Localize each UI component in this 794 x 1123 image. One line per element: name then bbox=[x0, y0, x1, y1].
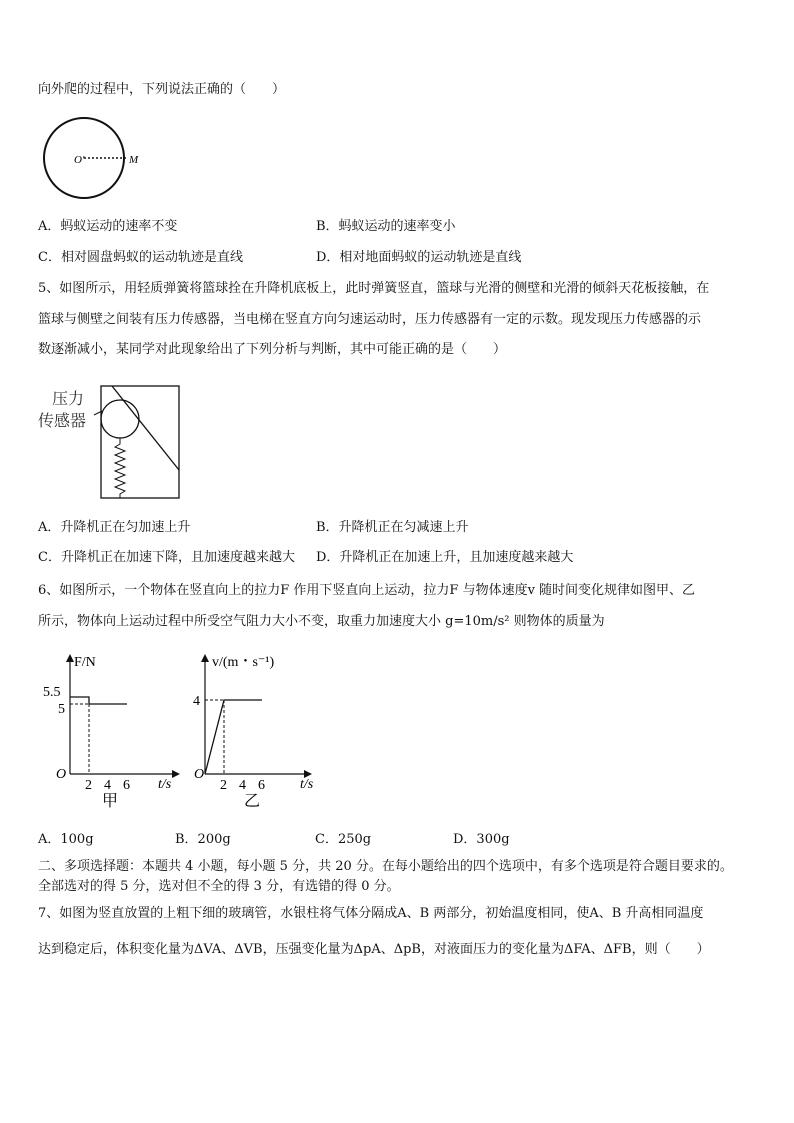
y-axis bbox=[66, 654, 74, 774]
q4-disc-figure bbox=[38, 116, 148, 206]
x-axis-label: t/s bbox=[300, 777, 314, 792]
y-axis-label: F/N bbox=[74, 655, 96, 670]
y-tick-label-5-5: 5.5 bbox=[43, 685, 61, 700]
x-axis-label: t/s bbox=[158, 777, 172, 792]
q5-stem-line-1: 5、如图所示，用轻质弹簧将篮球拴在升降机底板上，此时弹簧竖直，篮球与光滑的侧壁和光滑的倾斜天花板接触，在 bbox=[38, 281, 710, 296]
point-m-label: M bbox=[129, 154, 139, 166]
q4-stem-tail: 向外爬的过程中，下列说法正确的（ ） bbox=[38, 82, 286, 97]
q5-option-a[interactable]: A．升降机正在匀加速上升 bbox=[38, 520, 191, 535]
y-tick-label-4: 4 bbox=[193, 694, 200, 709]
chart-title: 甲 bbox=[102, 793, 119, 810]
q7-stem-line-1: 7、如图为竖直放置的上粗下细的玻璃管，水银柱将气体分隔成A、B 两部分，初始温度相同，使A、B 升高相同温度 bbox=[38, 906, 704, 921]
q5-option-d[interactable]: D．升降机正在加速上升，且加速度越来越大 bbox=[316, 550, 574, 565]
q4-option-a[interactable]: A．蚂蚁运动的速率不变 bbox=[38, 219, 178, 234]
q7-stem-line-2: 达到稳定后，体积变化量为ΔVA、ΔVB，压强变化量为ΔpA、ΔpB，对液面压力的变化量为ΔFA、ΔFB，则（ ） bbox=[38, 942, 710, 957]
y-axis-label: v/(m・s⁻¹) bbox=[212, 655, 275, 670]
q5-option-b[interactable]: B．升降机正在匀减速上升 bbox=[316, 520, 469, 535]
y-tick-label-5: 5 bbox=[58, 702, 65, 717]
q6-option-c[interactable]: C．250g bbox=[315, 832, 372, 847]
y-axis-arrow bbox=[201, 654, 209, 662]
x-tick-label-6: 6 bbox=[258, 778, 265, 793]
q6-option-b[interactable]: B．200g bbox=[175, 832, 231, 847]
q6-stem-line-1: 6、如图所示，一个物体在竖直向上的拉力F 作用下竖直向上运动，拉力F 与物体速度v 随时间变化规律如图甲、乙 bbox=[38, 583, 696, 598]
origin-label: O bbox=[194, 767, 205, 782]
sensor-label-line-1: 压力 bbox=[52, 391, 85, 408]
q4-option-c[interactable]: C．相对圆盘蚂蚁的运动轨迹是直线 bbox=[38, 250, 243, 265]
elevator-box bbox=[101, 386, 179, 498]
center-label: O′ bbox=[74, 154, 85, 166]
q5-elevator-figure bbox=[36, 384, 186, 502]
q6-option-a[interactable]: A．100g bbox=[38, 832, 94, 847]
q4-option-b[interactable]: B．蚂蚁运动的速率变小 bbox=[316, 219, 456, 234]
origin-label: O bbox=[56, 767, 67, 782]
chart-velocity-vs-time bbox=[188, 648, 338, 838]
x-tick-label-2: 2 bbox=[220, 778, 227, 793]
spring bbox=[115, 438, 125, 498]
x-tick-label-4: 4 bbox=[104, 778, 111, 793]
q5-stem-line-2: 篮球与侧壁之间装有压力传感器，当电梯在竖直方向匀速运动时，压力传感器有一定的示数。现发现压力传感器的示 bbox=[38, 312, 702, 327]
y-axis-arrow bbox=[66, 654, 74, 662]
section2-heading-line-1: 二、多项选择题：本题共 4 小题，每小题 5 分，共 20 分。在每小题给出的四个选项中，有多个选项是符合题目要求的。 bbox=[38, 859, 733, 874]
series-line-v bbox=[205, 700, 262, 774]
q6-stem-line-2: 所示，物体向上运动过程中所受空气阻力大小不变，取重力加速度大小 g=10m/s² 则物体的质量为 bbox=[38, 614, 605, 629]
x-axis bbox=[205, 770, 312, 778]
y-axis bbox=[201, 654, 209, 774]
series-line-F bbox=[70, 697, 127, 704]
q5-stem-line-3: 数逐渐减小，某同学对此现象给出了下列分析与判断，其中可能正确的是（ ） bbox=[38, 342, 507, 357]
sensor-label-line-2: 传感器 bbox=[38, 413, 87, 430]
chart-title: 乙 bbox=[244, 793, 261, 810]
x-tick-label-4: 4 bbox=[239, 778, 246, 793]
section2-heading-line-2: 全部选对的得 5 分，选对但不全的得 3 分，有选错的得 0 分。 bbox=[38, 879, 400, 894]
chart-force-vs-time bbox=[38, 648, 188, 838]
x-tick-label-6: 6 bbox=[123, 778, 130, 793]
q5-option-c[interactable]: C．升降机正在加速下降，且加速度越来越大 bbox=[38, 550, 295, 565]
x-axis-arrow bbox=[172, 770, 180, 778]
q4-option-d[interactable]: D．相对地面蚂蚁的运动轨迹是直线 bbox=[316, 250, 522, 265]
basketball bbox=[101, 400, 139, 438]
x-tick-label-2: 2 bbox=[85, 778, 92, 793]
q6-option-d[interactable]: D．300g bbox=[453, 832, 510, 847]
